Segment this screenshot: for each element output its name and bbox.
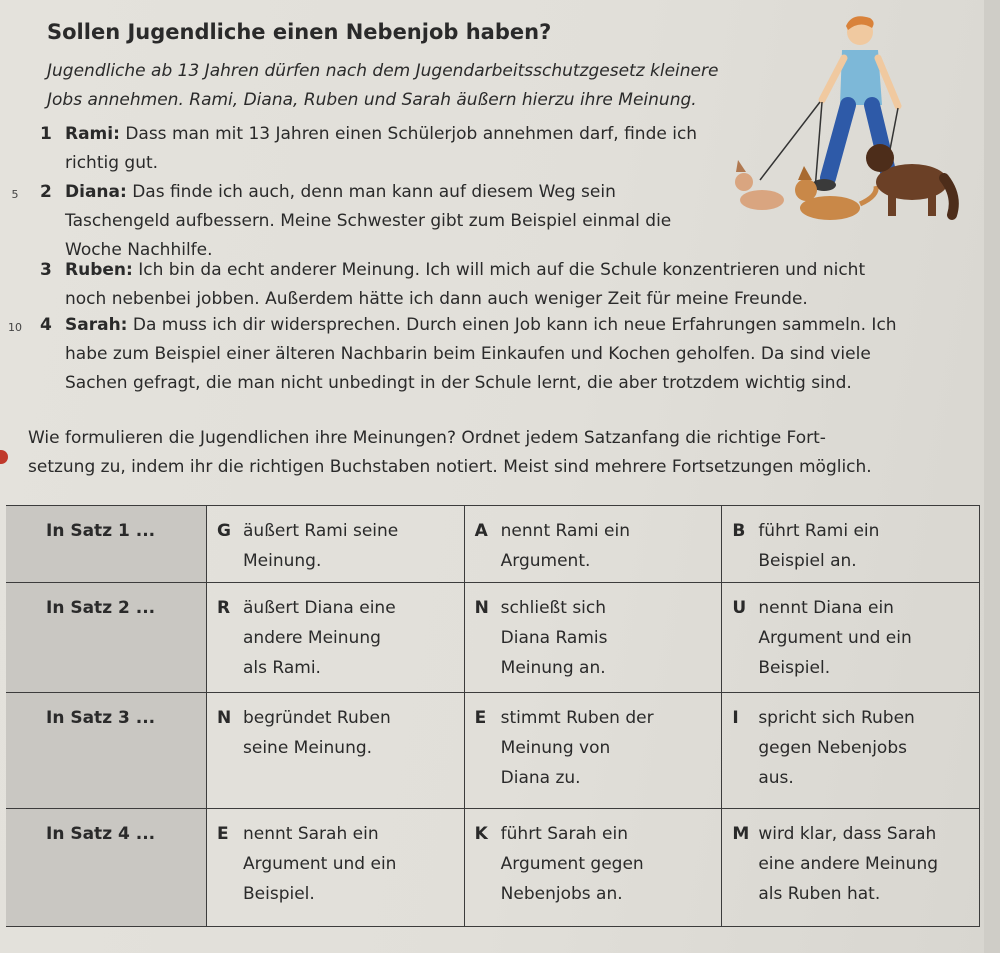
option-letter: E: [474, 708, 487, 728]
task-line: Wie formulieren die Jugendlichen ihre Meinungen? Ordnet jedem Satzanfang die richtige Fort-: [28, 428, 826, 448]
statement-line: noch nebenbei jobben. Außerdem hätte ich dann auch weniger Zeit für meine Freunde.: [65, 289, 808, 309]
option-line: spricht sich Ruben: [758, 708, 915, 728]
statement-number: 1: [40, 124, 52, 144]
option-line: Argument gegen: [500, 854, 644, 874]
option-line: aus.: [758, 768, 794, 788]
option-line: Meinung von: [500, 738, 611, 758]
option-line: als Rami.: [243, 658, 321, 678]
row-header: In Satz 4 ...: [6, 809, 207, 927]
statement-line: Dass man mit 13 Jahren einen Schülerjob annehmen darf, finde ich: [125, 124, 698, 144]
option-line: Nebenjobs an.: [500, 884, 623, 904]
page-title: Sollen Jugendliche einen Nebenjob haben?: [47, 20, 552, 44]
option-letter: G: [217, 521, 231, 541]
statement-line: Ich bin da echt anderer Meinung. Ich will mich auf die Schule konzentrieren und nicht: [138, 260, 866, 280]
dog-walker-illustration: [720, 10, 960, 235]
option-letter: R: [217, 598, 231, 618]
option-line: Beispiel an.: [758, 551, 857, 571]
row-header: In Satz 1 ...: [6, 506, 207, 583]
option-letter: A: [474, 521, 488, 541]
task-line: setzung zu, indem ihr die richtigen Buchstaben notiert. Meist sind mehrere Fortsetzungen möglich.: [28, 457, 872, 477]
statement-diana: [0, 178, 720, 268]
option-letter: K: [474, 824, 488, 844]
statement-ruben: [0, 256, 960, 316]
speaker-name: Sarah:: [65, 315, 128, 335]
option-line: stimmt Ruben der: [500, 708, 654, 728]
statement-line: habe zum Beispiel einer älteren Nachbarin beim Einkaufen und Kochen geholfen. Da sind viele: [65, 344, 871, 364]
table-row: [6, 809, 980, 927]
option-cell: [464, 809, 722, 927]
option-letter: E: [217, 824, 229, 844]
option-line: nennt Diana ein: [758, 598, 894, 618]
option-line: Meinung an.: [500, 658, 606, 678]
task-instructions: [28, 424, 988, 482]
speaker-name: Ruben:: [65, 260, 133, 280]
option-line: Diana Ramis: [500, 628, 608, 648]
option-cell: [207, 583, 465, 693]
option-letter: U: [732, 598, 747, 618]
task-marker-icon: [0, 450, 8, 464]
table-row: [6, 693, 980, 809]
option-cell: [464, 506, 722, 583]
option-cell: [464, 693, 722, 809]
option-line: Argument.: [500, 551, 591, 571]
speaker-name: Rami:: [65, 124, 120, 144]
option-line: andere Meinung: [243, 628, 381, 648]
option-line: wird klar, dass Sarah: [758, 824, 937, 844]
statement-line: Taschengeld aufbessern. Meine Schwester gibt zum Beispiel einmal die: [65, 211, 672, 231]
option-line: seine Meinung.: [243, 738, 373, 758]
statement-line: Das finde ich auch, denn man kann auf diesem Weg sein: [132, 182, 616, 202]
option-cell: [722, 583, 980, 693]
option-line: als Ruben hat.: [758, 884, 881, 904]
statement-line: Sachen gefragt, die man nicht unbedingt in der Schule lernt, die aber trotzdem wichtig sind.: [65, 373, 852, 393]
option-line: schließt sich: [500, 598, 607, 618]
statement-line: Da muss ich dir widersprechen. Durch einen Job kann ich neue Erfahrungen sammeln. Ich: [132, 315, 897, 335]
statement-number: 2: [40, 182, 52, 202]
option-line: nennt Rami ein: [500, 521, 631, 541]
line-number: 5: [11, 188, 19, 201]
option-line: gegen Nebenjobs: [758, 738, 907, 758]
statement-sarah: [0, 311, 980, 401]
intro-text: Jugendliche ab 13 Jahren dürfen nach dem Jugendarbeitsschutzgesetz kleinere Jobs annehmen. Rami, Diana, Ruben und Sarah äußern hierzu ihre Meinung.: [47, 61, 719, 110]
speaker-name: Diana:: [65, 182, 127, 202]
table-row: [6, 583, 980, 693]
line-number: 10: [8, 321, 22, 334]
option-cell: [207, 693, 465, 809]
option-line: Meinung.: [243, 551, 322, 571]
option-cell: [207, 506, 465, 583]
statement-number: 4: [40, 315, 52, 335]
option-line: führt Sarah ein: [500, 824, 628, 844]
option-letter: N: [474, 598, 489, 618]
statement-line: Woche Nachhilfe.: [65, 240, 213, 260]
option-line: äußert Diana eine: [243, 598, 396, 618]
statement-number: 3: [40, 260, 52, 280]
row-header: In Satz 2 ...: [6, 583, 207, 693]
option-letter: M: [732, 824, 750, 844]
option-line: Beispiel.: [243, 884, 315, 904]
option-letter: I: [732, 708, 739, 728]
option-line: Diana zu.: [500, 768, 581, 788]
option-cell: [464, 583, 722, 693]
page-edge: [984, 0, 1000, 953]
option-line: Beispiel.: [758, 658, 831, 678]
statement-rami: [0, 120, 720, 180]
option-letter: N: [217, 708, 232, 728]
option-line: nennt Sarah ein: [243, 824, 379, 844]
option-line: begründet Ruben: [243, 708, 391, 728]
statement-line: richtig gut.: [65, 153, 159, 173]
option-cell: [722, 693, 980, 809]
option-line: Argument und ein: [243, 854, 397, 874]
option-line: führt Rami ein: [758, 521, 880, 541]
option-cell: [722, 506, 980, 583]
option-cell: [207, 809, 465, 927]
table-row: [6, 506, 980, 583]
option-line: Argument und ein: [758, 628, 912, 648]
option-cell: [722, 809, 980, 927]
option-line: eine andere Meinung: [758, 854, 939, 874]
option-line: äußert Rami seine: [243, 521, 399, 541]
row-header: In Satz 3 ...: [6, 693, 207, 809]
matching-table: [6, 505, 980, 927]
option-letter: B: [732, 521, 746, 541]
